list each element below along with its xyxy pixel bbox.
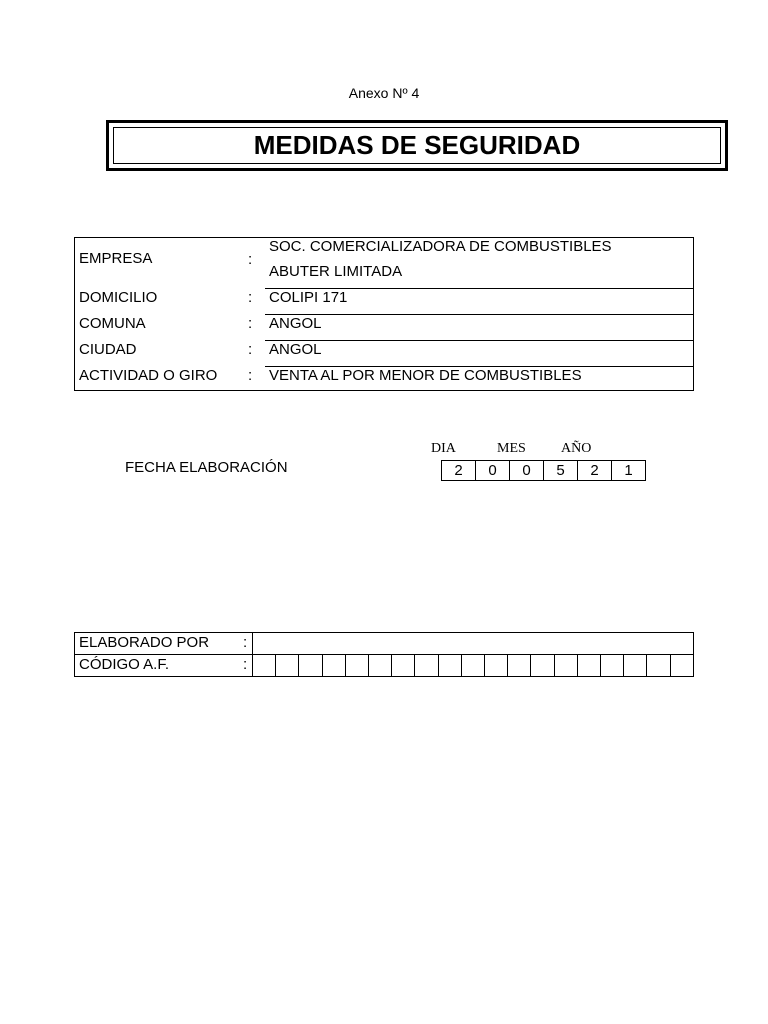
colon: : [248,341,253,358]
annex-number: Anexo Nº 4 [348,85,420,101]
code-box [391,655,414,676]
code-box [554,655,577,676]
date-digit: 5 [544,461,578,480]
code-box [345,655,368,676]
value-ciudad: ANGOL [269,341,322,358]
row-empresa [75,238,693,289]
row-codigo-af [75,654,693,676]
label-ciudad: CIUDAD [79,341,137,358]
code-box [670,655,693,676]
code-box [577,655,600,676]
elaboration-table [74,632,694,677]
colon: : [248,315,253,332]
mes-header: MES [497,441,526,456]
value-actividad: VENTA AL POR MENOR DE COMBUSTIBLES [269,367,582,384]
date-digit: 2 [442,461,476,480]
code-box [438,655,461,676]
colon: : [243,656,248,673]
code-box [623,655,646,676]
colon: : [243,634,248,651]
code-box [322,655,345,676]
row-ciudad [75,341,693,367]
value-domicilio: COLIPI 171 [269,289,348,306]
row-actividad [75,367,693,390]
row-elaborado-por [75,633,693,654]
colon: : [248,251,253,268]
colon: : [248,367,253,384]
date-digit: 0 [510,461,544,480]
dia-header: DIA [431,441,456,456]
date-digit: 0 [476,461,510,480]
anio-header: AÑO [561,441,592,456]
code-box [530,655,553,676]
page-title: MEDIDAS DE SEGURIDAD [113,127,721,164]
date-digit: 2 [578,461,612,480]
code-box [507,655,530,676]
label-elaborado-por: ELABORADO POR [79,634,210,651]
row-comuna [75,315,693,341]
code-box [461,655,484,676]
code-box [368,655,391,676]
code-box [484,655,507,676]
value-comuna: ANGOL [269,315,322,332]
date-digit: 1 [624,462,633,479]
code-box [646,655,669,676]
date-digit-boxes [441,460,646,481]
label-domicilio: DOMICILIO [79,289,158,306]
code-box [414,655,437,676]
code-box [600,655,623,676]
label-codigo-af: CÓDIGO A.F. [79,656,170,673]
code-box [252,655,275,676]
colon: : [248,289,253,306]
code-box [275,655,298,676]
value-empresa-line1: SOC. COMERCIALIZADORA DE COMBUSTIBLES [269,238,612,255]
company-info-table [74,237,694,391]
label-comuna: COMUNA [79,315,146,332]
label-empresa: EMPRESA [79,250,153,267]
fecha-label: FECHA ELABORACIÓN [125,459,288,476]
title-frame [106,120,728,171]
row-domicilio [75,289,693,315]
label-actividad: ACTIVIDAD O GIRO [79,367,218,384]
cell-divider [252,633,253,654]
code-box [298,655,321,676]
value-empresa-line2: ABUTER LIMITADA [269,263,403,280]
codigo-af-boxes [252,655,693,676]
